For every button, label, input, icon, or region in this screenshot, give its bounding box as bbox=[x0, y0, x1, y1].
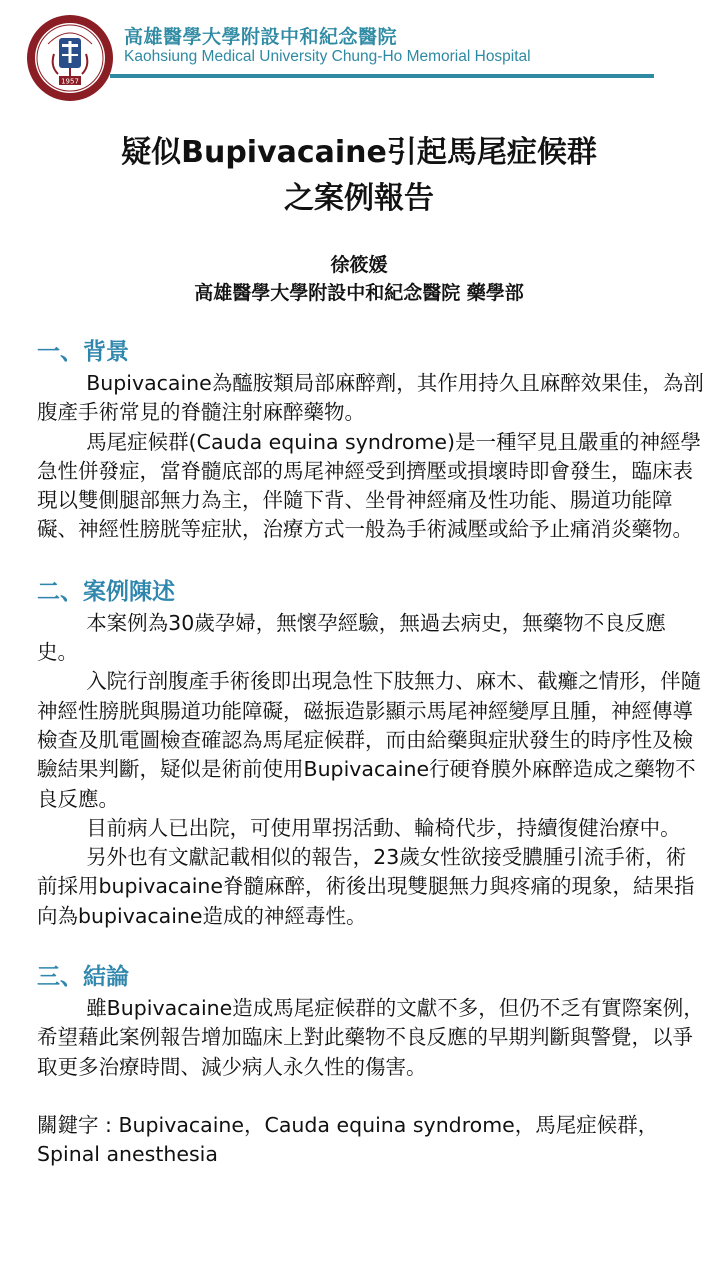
case-paragraph-4: 另外也有文獻記載相似的報告，23歲女性欲接受膿腫引流手術，術前採用bupivacaine脊髓麻醉，術後出現雙腿無力與疼痛的現象，結果指向為bupivacaine造成的神經毒性。 bbox=[37, 845, 695, 928]
case-paragraph-1: 本案例為30歲孕婦，無懷孕經驗，無過去病史，無藥物不良反應史。 bbox=[37, 610, 666, 665]
background-paragraph-2: 馬尾症候群(Cauda equina syndrome)是一種罕見且嚴重的神經學急性併發症，當脊髓底部的馬尾神經受到擠壓或損壞時即會發生，臨床表現以雙側腿部無力為主，伴隨下背、坐骨神經痛及性功能、腸道功能障礙、神經性膀胱等症狀，治療方式一般為手術減壓或給予止痛消炎藥物。 bbox=[37, 429, 701, 542]
author-name: 徐筱媛 bbox=[330, 254, 388, 276]
section-heading-conclusion: 三、結論 bbox=[37, 964, 129, 991]
section-heading-background: 一、背景 bbox=[37, 339, 129, 365]
spacer bbox=[37, 1082, 705, 1111]
conclusion-paragraph-1: 雖Bupivacaine造成馬尾症候群的文獻不多，但仍不乏有實際案例，希望藉此案例報告增加臨床上對此藥物不良反應的早期判斷與警覺，以爭取更多治療時間、減少病人永久性的傷害。 bbox=[37, 996, 704, 1079]
hospital-name-en: Kaohsiung Medical University Chung-Ho Memorial Hospital bbox=[124, 48, 531, 65]
hospital-name-zh: 高雄醫學大學附設中和紀念醫院 bbox=[124, 26, 398, 48]
page-header bbox=[0, 0, 718, 100]
keywords-line: 關鍵字 : Bupivacaine，Cauda equina syndrome，馬尾症候群，Spinal anesthesia bbox=[37, 1112, 659, 1167]
report-body bbox=[37, 335, 705, 1170]
spacer bbox=[37, 545, 705, 575]
title-line-1: 疑似Bupivacaine引起馬尾症候群 bbox=[121, 135, 597, 170]
title-line-2: 之案例報告 bbox=[284, 181, 434, 216]
background-paragraph-1: Bupivacaine為醯胺類局部麻醉劑，其作用持久且麻醉效果佳，為剖腹產手術常見的脊髓注射麻醉藥物。 bbox=[37, 371, 704, 425]
header-divider bbox=[110, 74, 654, 78]
author-block bbox=[0, 251, 718, 307]
report-title bbox=[0, 130, 718, 222]
hospital-seal-icon bbox=[26, 14, 114, 102]
case-paragraph-2: 入院行剖腹產手術後即出現急性下肢無力、麻木、截癱之情形，伴隨神經性膀胱與腸道功能障礙，磁振造影顯示馬尾神經變厚且腫，神經傳導檢查及肌電圖檢查確認為馬尾症候群，而由給藥與症狀發生的時序性及檢驗結果判斷，疑似是術前使用Bupivacaine行硬脊膜外麻醉造成之藥物不良反應。 bbox=[37, 669, 702, 811]
spacer bbox=[37, 931, 705, 960]
seal-year: 1957 bbox=[61, 77, 79, 86]
author-affiliation: 高雄醫學大學附設中和紀念醫院 藥學部 bbox=[194, 282, 524, 304]
case-paragraph-3: 目前病人已出院，可使用單拐活動、輪椅代步，持續復健治療中。 bbox=[86, 815, 681, 840]
section-heading-case: 二、案例陳述 bbox=[37, 578, 175, 605]
